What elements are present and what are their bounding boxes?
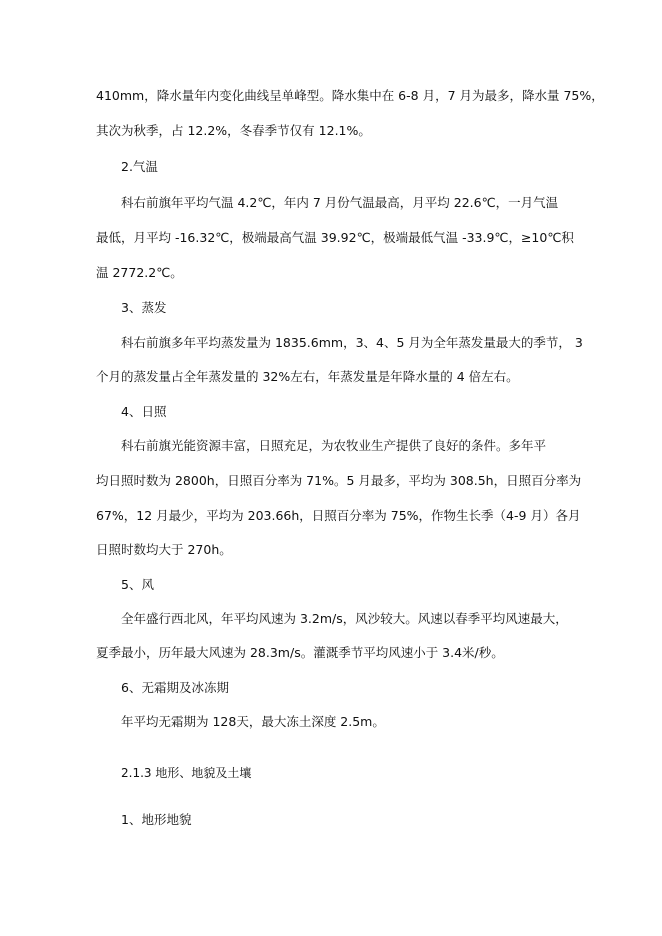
paragraph-line: 科右前旗多年平均蒸发量为 1835.6mm，3、4、5 月为全年蒸发量最大的季节， 3 bbox=[121, 335, 583, 350]
section-heading: 2.1.3 地形、地貌及土壤 bbox=[121, 766, 252, 780]
paragraph-line: 科右前旗年平均气温 4.2℃，年内 7 月份气温最高，月平均 22.6℃，一月气温 bbox=[121, 195, 559, 210]
heading-temperature: 2.气温 bbox=[121, 159, 158, 174]
heading-sunshine: 4、日照 bbox=[121, 404, 167, 419]
paragraph-line: 最低，月平均 -16.32℃，极端最高气温 39.92℃，极端最低气温 -33.9℃，≥10℃积 bbox=[96, 230, 574, 245]
paragraph-line: 其次为秋季，占 12.2%，冬春季节仅有 12.1%。 bbox=[96, 123, 371, 138]
heading-wind: 5、风 bbox=[121, 577, 154, 592]
paragraph-line: 日照时数均大于 270h。 bbox=[96, 542, 232, 557]
paragraph-line: 67%，12 月最少，平均为 203.66h，日照百分率为 75%，作物生长季（4-9 月）各月 bbox=[96, 508, 581, 523]
paragraph-line: 年平均无霜期为 128天，最大冻土深度 2.5m。 bbox=[121, 714, 385, 729]
paragraph-line: 410mm，降水量年内变化曲线呈单峰型。降水集中在 6-8 月，7 月为最多，降水量 75%， bbox=[96, 88, 604, 103]
paragraph-line: 科右前旗光能资源丰富，日照充足，为农牧业生产提供了良好的条件。多年平 bbox=[121, 438, 547, 453]
heading-frost-free: 6、无霜期及冰冻期 bbox=[121, 680, 229, 695]
paragraph-line: 温 2772.2℃。 bbox=[96, 265, 183, 280]
paragraph-line: 全年盛行西北风，年平均风速为 3.2m/s，风沙较大。风速以春季平均风速最大， bbox=[121, 611, 568, 626]
heading-terrain: 1、地形地貌 bbox=[121, 812, 192, 827]
heading-evaporation: 3、蒸发 bbox=[121, 300, 167, 315]
paragraph-line: 均日照时数为 2800h，日照百分率为 71%。5 月最多，平均为 308.5h，日照百分率为 bbox=[96, 473, 582, 488]
paragraph-line: 夏季最小，历年最大风速为 28.3m/s。灌溉季节平均风速小于 3.4米/秒。 bbox=[96, 645, 504, 660]
paragraph-line: 个月的蒸发量占全年蒸发量的 32%左右，年蒸发量是年降水量的 4 倍左右。 bbox=[96, 369, 519, 384]
